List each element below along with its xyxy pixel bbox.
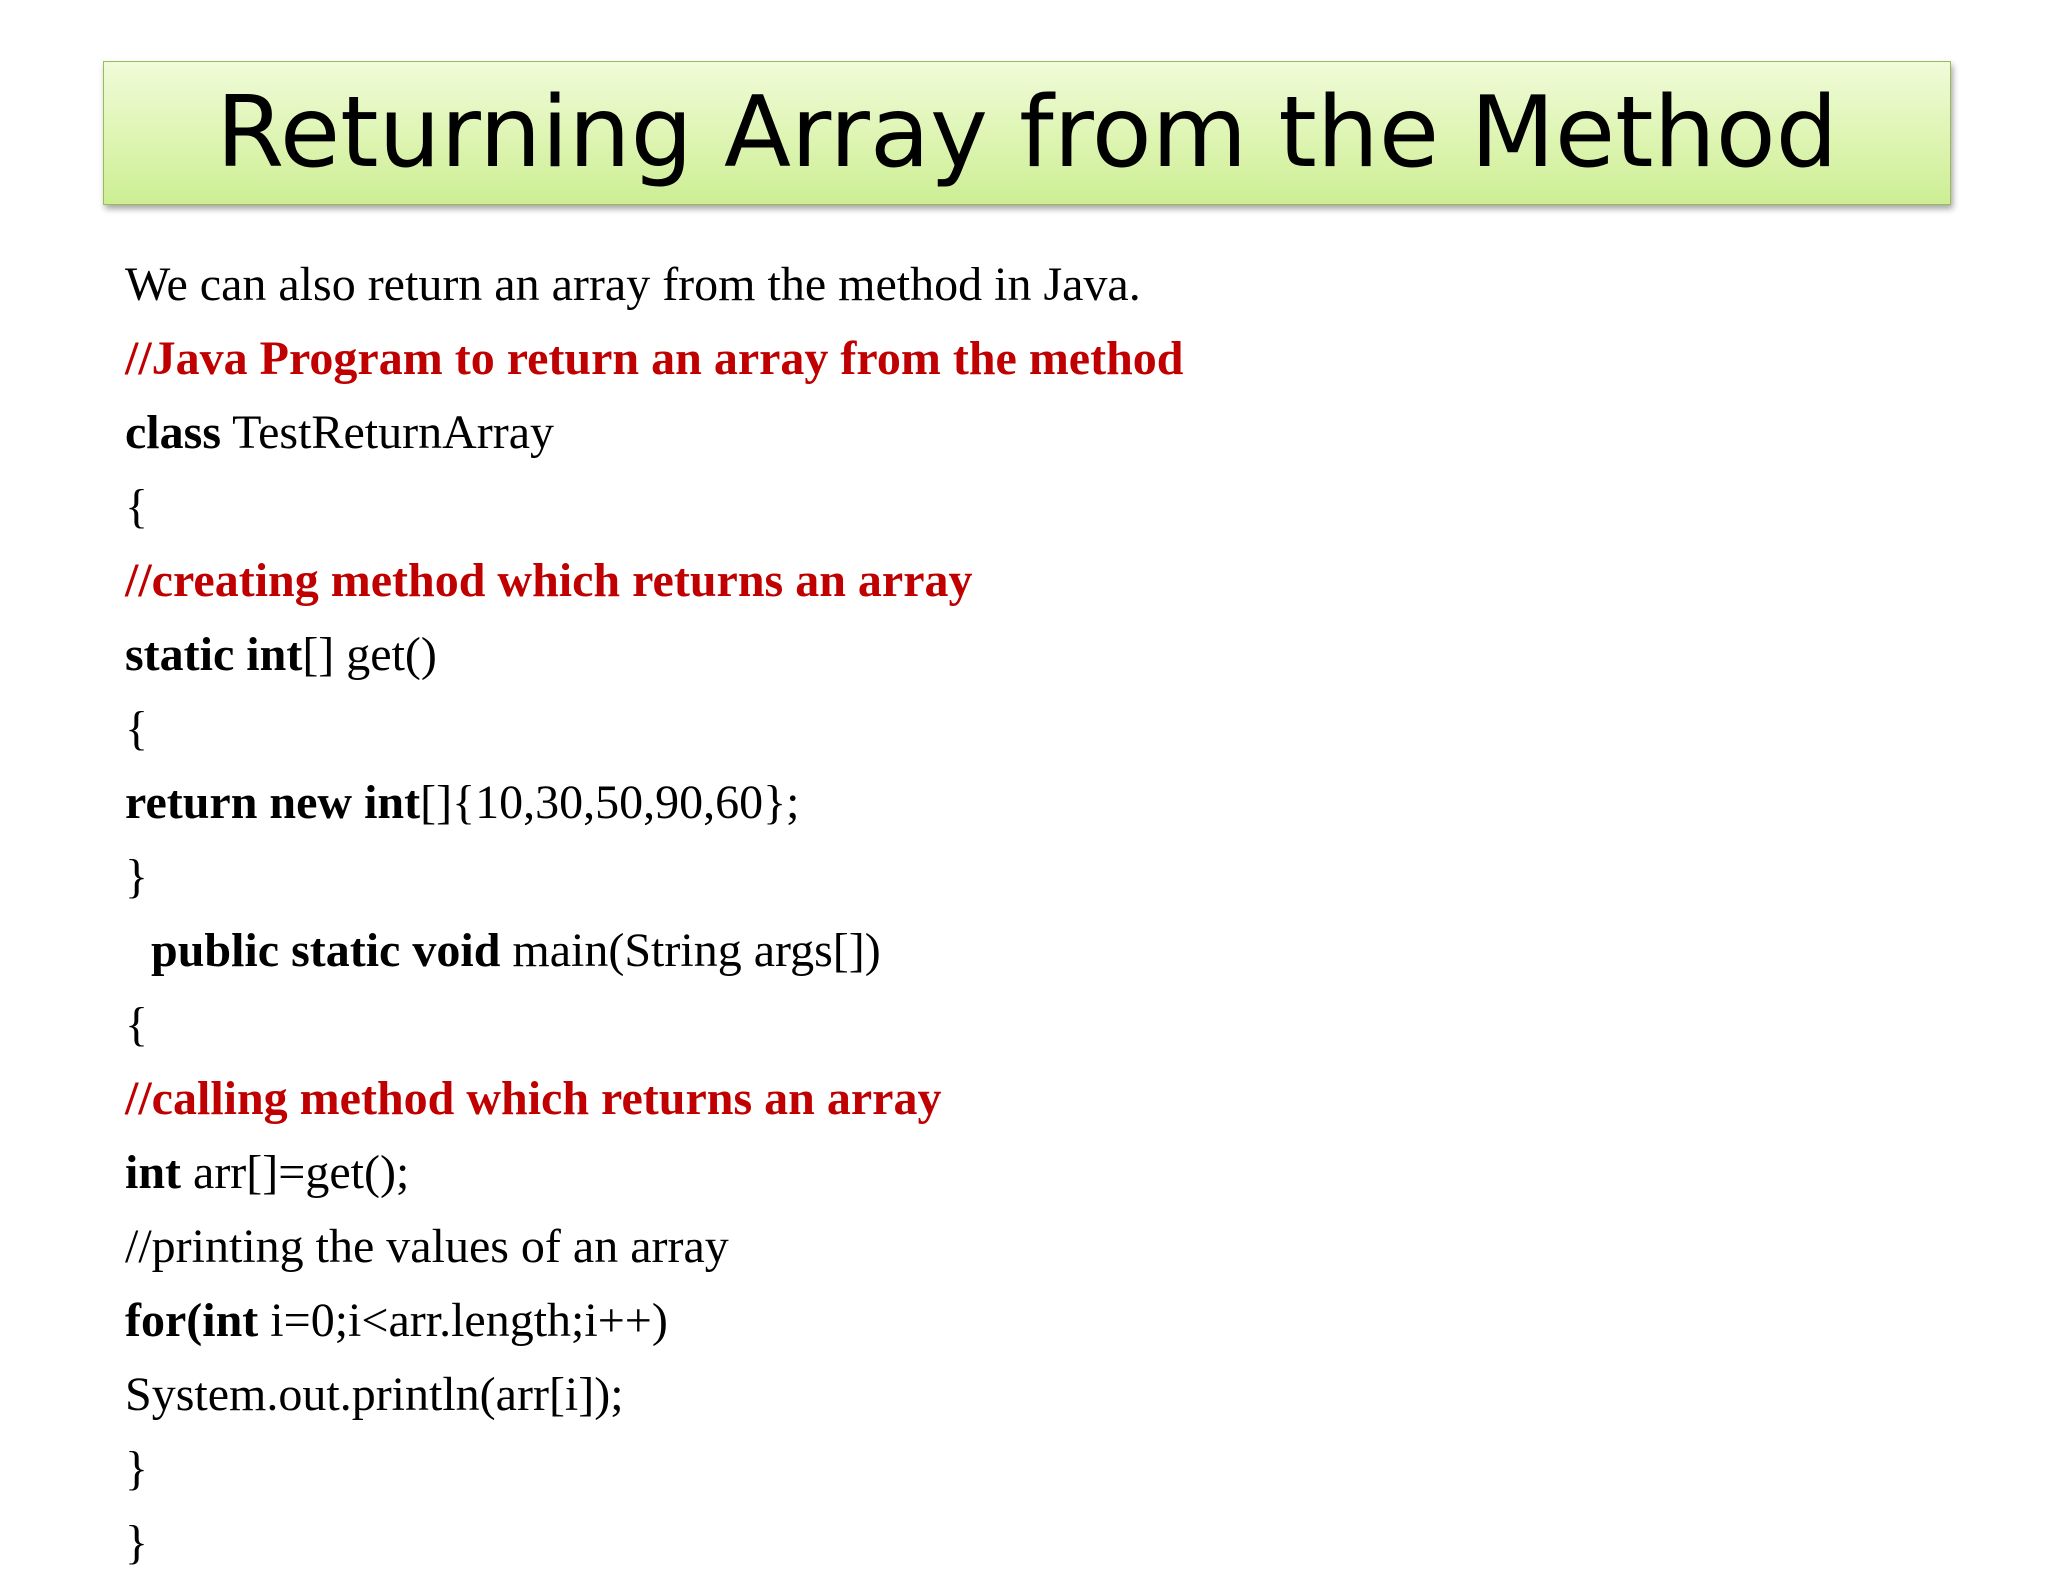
code-line-close-brace: } [125,850,149,903]
code-line-int-arr [125,1136,2005,1210]
code-line-for [125,1284,2005,1358]
code-comment-program: //Java Program to return an array from the method [125,332,1184,385]
keyword-public-static-void: public static void [151,924,501,977]
main-signature-rest: main(String args[]) [500,924,881,977]
int-arr-rest: arr[]=get(); [181,1146,410,1199]
code-line-open-brace: { [125,480,149,533]
code-line-get-signature [125,618,2005,692]
code-line-main-signature [125,914,2005,988]
keyword-static-int: static int [125,628,303,681]
code-line-close-brace-2: } [125,1442,149,1495]
code-line-open-brace-2: { [125,702,149,755]
code-comment-creating: //creating method which returns an array [125,554,973,607]
keyword-int: int [125,1146,182,1199]
keyword-class: class [125,406,221,459]
code-comment-printing: //printing the values of an array [125,1220,729,1273]
code-comment-calling: //calling method which returns an array [125,1072,942,1125]
keyword-return-new-int: return new int [125,776,421,829]
code-line-class [125,396,2005,470]
title-banner [103,61,1951,205]
slide-title: Returning Array from the Method [216,76,1838,190]
code-line-return [125,766,2005,840]
code-line-println: System.out.println(arr[i]); [125,1368,624,1421]
for-rest: i=0;i<arr.length;i++) [258,1294,668,1347]
return-values: []{10,30,50,90,60}; [420,776,800,829]
get-signature-rest: [] get() [302,628,437,681]
class-name: TestReturnArray [221,406,554,459]
code-line-close-brace-3: } [125,1516,149,1569]
keyword-for-int: for(int [125,1294,259,1347]
code-body [125,248,2005,1580]
code-line-open-brace-3: { [125,998,149,1051]
intro-text: We can also return an array from the method in Java. [125,258,1141,311]
